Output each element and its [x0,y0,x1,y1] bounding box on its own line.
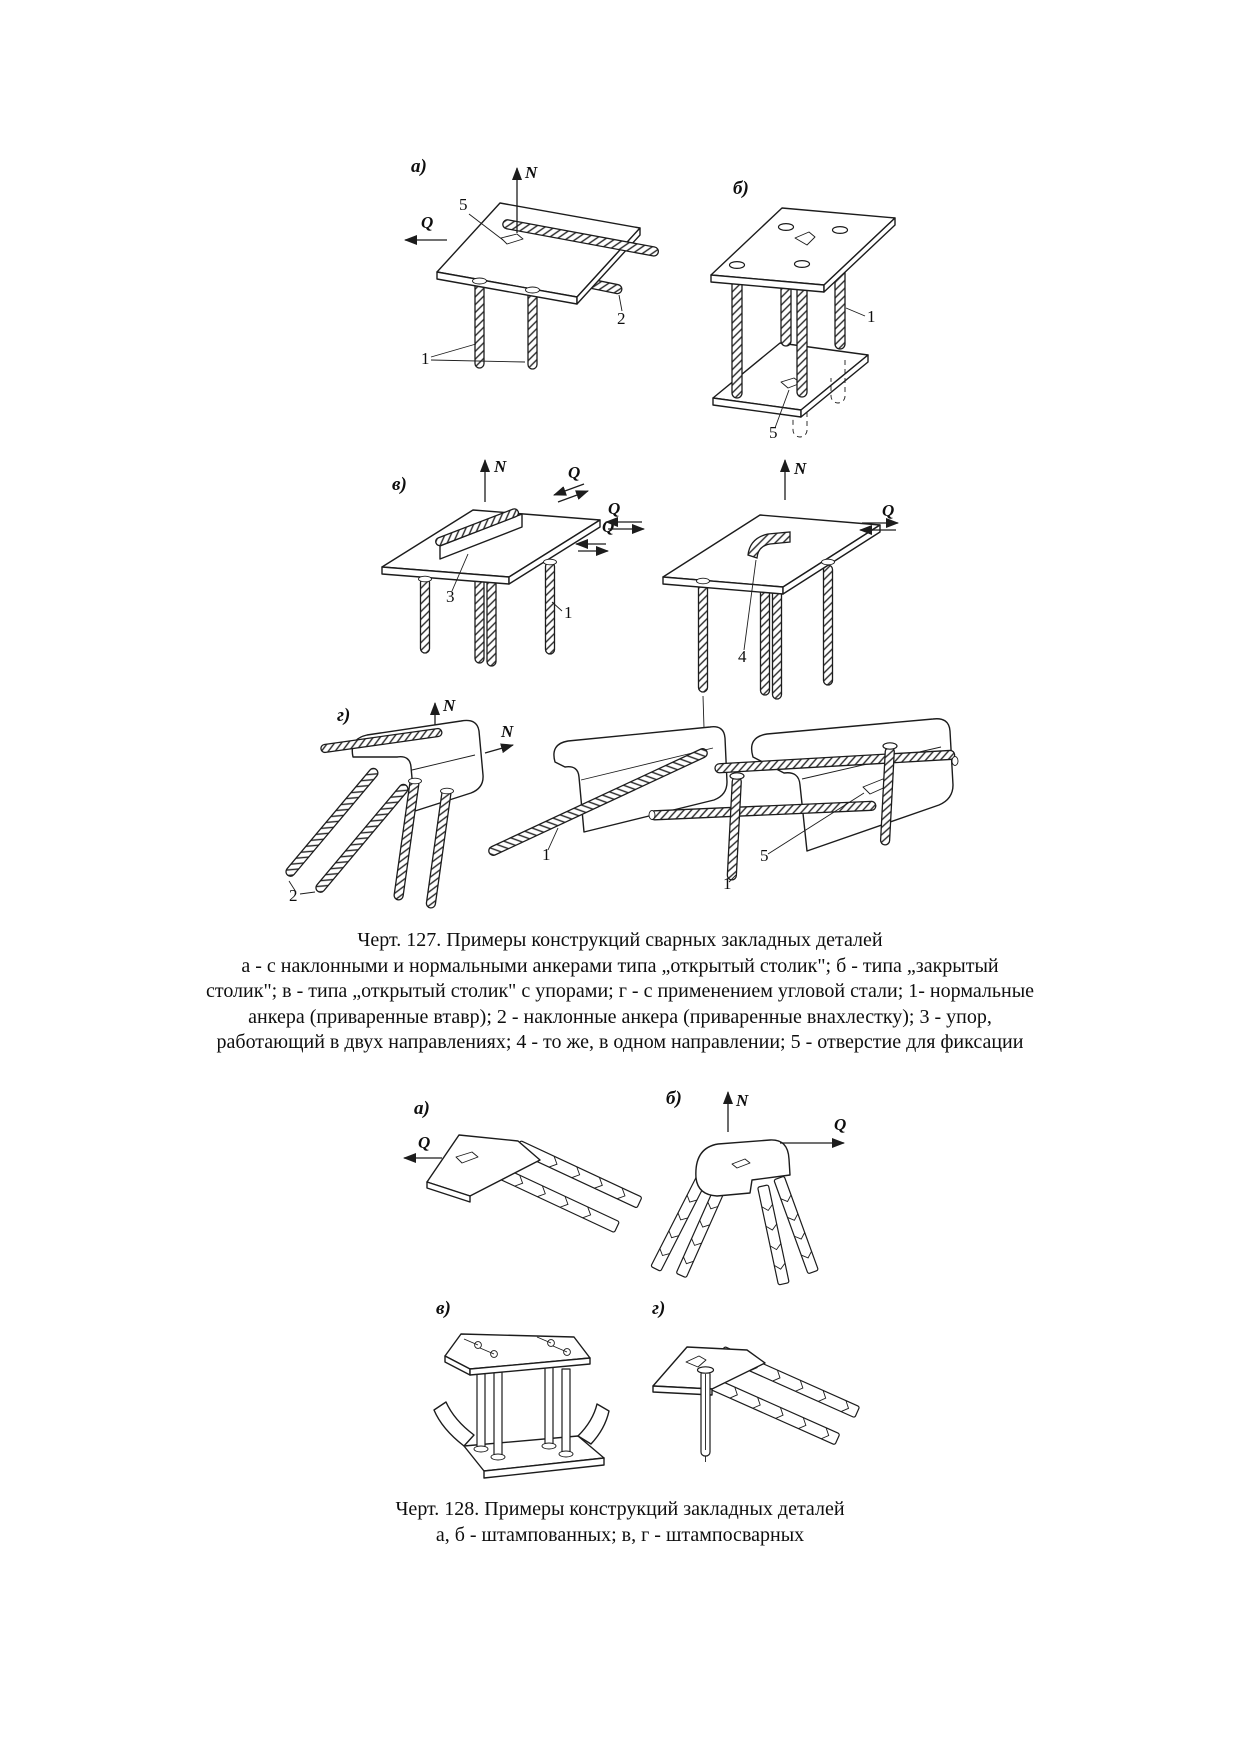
fig127-sublabel-a: а) [411,156,427,177]
force-q-label: Q [602,517,615,536]
callout-1 [542,828,558,864]
fig127-caption-line: а - с наклонными и нормальными анкерами типа „открытый столик"; б - типа „закрытый [241,954,999,977]
svg-text:1: 1 [564,603,573,622]
inclined-anchor-rods [284,767,410,894]
force-q-label: Q [882,501,895,520]
svg-text:4: 4 [738,647,747,666]
force-arrow-q [780,1115,846,1143]
force-arrow-q-diagonal [554,463,588,502]
fig127-sublabel-g: г) [337,705,351,726]
fig128-caption-line: а, б - штампованных; в, г - штампосварных [435,1523,805,1546]
fig127-drawing-v2 [600,450,905,750]
callout-1 [846,307,876,326]
force-n-label: N [443,696,456,715]
fig128-sublabel-a: а) [414,1098,430,1119]
force-arrow-q [405,213,447,240]
fig127-drawing-b [695,170,910,450]
force-q-label: Q [421,213,434,232]
force-q-label: Q [568,463,581,482]
fig127-drawing-v1 [330,450,615,685]
force-arrow-q-left [606,499,644,529]
base-plate [663,515,880,594]
force-n-label: N [525,163,538,182]
svg-text:5: 5 [769,423,778,442]
svg-text:5: 5 [760,846,769,865]
svg-text:1: 1 [542,845,551,864]
fig128-caption [120,1497,1120,1548]
top-plate [711,208,895,292]
fig128-drawing-b [620,1080,890,1290]
fig127-sublabel-b: б) [733,178,749,199]
fig127-sublabel-v: в) [392,474,407,495]
force-n-label: N [794,459,807,478]
fig128-sublabel-b: б) [666,1088,682,1109]
force-n-label: N [494,457,507,476]
stamped-body [696,1140,790,1196]
fig128-sublabel-v: в) [436,1298,451,1319]
force-arrow-n [485,457,507,502]
svg-text:2: 2 [289,886,298,905]
angle-steel-body [752,719,953,851]
stamped-strip-anchor-lower [702,1375,840,1445]
force-n-label: N [736,1091,749,1110]
svg-text:3: 3 [446,587,455,606]
fig128-caption-line: Черт. 128. Примеры конструкций закладных деталей [395,1498,845,1520]
fig127-drawing-g3 [645,715,965,905]
callout-2 [617,295,626,328]
fig128-drawing-a [390,1090,655,1265]
fig128-drawing-v [380,1290,630,1485]
force-n-label: N [501,722,514,741]
force-arrow-n [785,459,807,500]
callout-1 [421,344,525,368]
force-q-label: Q [834,1115,847,1134]
fig128-sublabel-g: г) [652,1298,666,1319]
svg-text:1: 1 [421,349,430,368]
fig127-caption [120,928,1120,1056]
fig127-caption-line: анкера (приваренные втавр); 2 - наклонные анкера (приваренные внахлестку); 3 - упор, [248,1005,992,1028]
svg-text:5: 5 [459,195,468,214]
force-arrow-n [728,1091,749,1132]
svg-text:1: 1 [723,874,732,893]
svg-text:1: 1 [867,307,876,326]
callout-2 [289,881,315,905]
force-arrow-n-up [435,696,456,725]
force-arrow-q [404,1133,442,1158]
fig127-caption-line: работающий в двух направлениях; 4 - то же, в одном направлении; 5 - отверстие для фиксации [216,1031,1024,1054]
force-q-label: Q [608,499,621,518]
fig128-drawing-g [600,1290,890,1470]
fig127-drawing-a [395,148,680,378]
stamped-plate [427,1135,540,1202]
svg-text:2: 2 [617,309,626,328]
stamped-base-channel [434,1402,609,1478]
force-q-label: Q [418,1133,431,1152]
fig127-caption-line: столик"; в - типа „открытый столик" с упорами; г - с применением угловой стали; 1- нормальные [205,980,1035,1003]
callout-1 [723,874,736,893]
fig127-caption-line: Черт. 127. Примеры конструкций сварных закладных деталей [357,929,883,951]
